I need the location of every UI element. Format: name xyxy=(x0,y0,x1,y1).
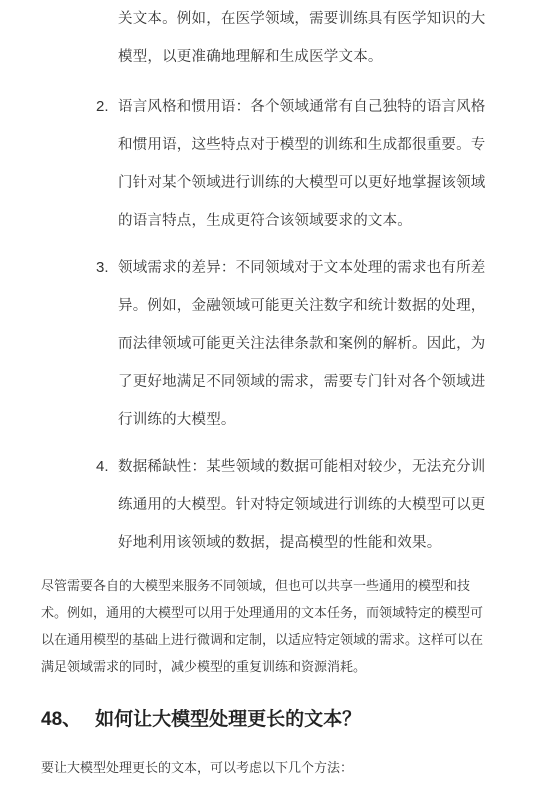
list-item-text xyxy=(118,448,526,562)
text-line: 模型，以更准确地理解和生成医学文本。 xyxy=(118,49,383,65)
text-line: 尽管需要各自的大模型来服务不同领域，但也可以共享一些通用的模型和技 xyxy=(41,579,471,594)
text-line: 语言风格和惯用语：各个领域通常有自己独特的语言风格 xyxy=(118,99,486,115)
list-item-text xyxy=(118,0,526,76)
text-line: 的语言特点，生成更符合该领域要求的文本。 xyxy=(118,213,412,229)
list-number: 2. xyxy=(96,98,109,115)
list-item-text xyxy=(118,249,526,439)
text-line: 领域需求的差异：不同领域对于文本处理的需求也有所差 xyxy=(118,260,486,276)
text-line: 行训练的大模型。 xyxy=(118,412,236,428)
text-line: 以在通用模型的基础上进行微调和定制，以适应特定领域的需求。这样可以在 xyxy=(41,633,484,648)
text-line: 关文本。例如，在医学领域，需要训练具有医学知识的大 xyxy=(118,11,486,27)
section-heading xyxy=(41,702,531,737)
text-line: 术。例如，通用的大模型可以用于处理通用的文本任务，而领域特定的模型可 xyxy=(41,606,484,621)
text-line: 而法律领域可能更关注法律条款和案例的解析。因此，为 xyxy=(118,336,486,352)
list-number: 4. xyxy=(96,458,109,475)
text-line: 数据稀缺性：某些领域的数据可能相对较少，无法充分训 xyxy=(118,459,486,475)
section-number: 48、 xyxy=(41,709,82,730)
text-line: 满足领域需求的同时，减少模型的重复训练和资源消耗。 xyxy=(41,660,367,675)
text-line: 练通用的大模型。针对特定领域进行训练的大模型可以更 xyxy=(118,497,486,513)
text-line: 异。例如，金融领域可能更关注数字和统计数据的处理， xyxy=(118,298,486,314)
text-line: 和惯用语，这些特点对于模型的训练和生成都很重要。专 xyxy=(118,137,486,153)
list-number: 3. xyxy=(96,259,109,276)
text-line: 了更好地满足不同领域的需求，需要专门针对各个领域进 xyxy=(118,374,486,390)
text-line: 好地利用该领域的数据，提高模型的性能和效果。 xyxy=(118,535,442,551)
section-intro: 要让大模型处理更长的文本，可以考虑以下几个方法： xyxy=(41,761,354,776)
text-line: 门针对某个领域进行训练的大模型可以更好地掌握该领域 xyxy=(118,175,486,191)
summary-paragraph xyxy=(41,573,531,681)
section-title: 如何让大模型处理更长的文本？ xyxy=(95,708,362,730)
list-item-text xyxy=(118,88,526,240)
